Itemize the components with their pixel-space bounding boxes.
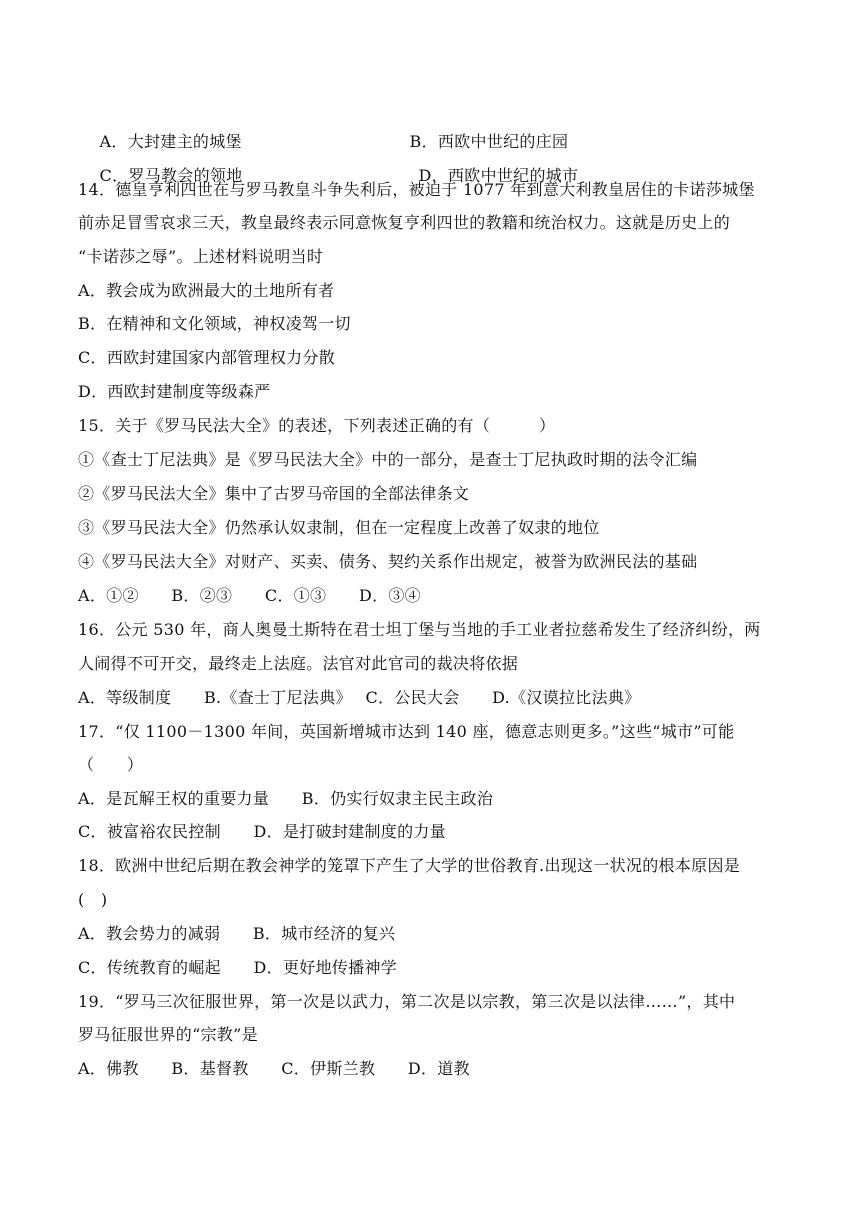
q14-option-c: C．西欧封建国家内部管理权力分散 xyxy=(78,348,336,367)
q18-stem-line-2: ( ) xyxy=(78,890,108,909)
q17-options-line-1: A．是瓦解王权的重要力量 B．仍实行奴隶主民主政治 xyxy=(78,789,494,808)
q13-option-d: D．西欧中世纪的城市 xyxy=(418,166,579,185)
q14-stem-line-2: 前赤足冒雪哀求三天，教皇最终表示同意恢复亨利四世的教籍和统治权力。这就是历史上的 xyxy=(78,213,731,232)
q19-options: A．佛教 B．基督教 C．伊斯兰教 D．道教 xyxy=(78,1059,470,1078)
q15-options: A．①② B．②③ C．①③ D．③④ xyxy=(78,586,421,605)
q17-stem-line-2: （ ） xyxy=(78,755,144,774)
q18-stem-line-1: 18．欧洲中世纪后期在教会神学的笼罩下产生了大学的世俗教育.出现这一状况的根本原因是 xyxy=(78,856,741,875)
q13-option-a: A．大封建主的城堡 xyxy=(99,132,242,151)
q14-stem-line-3: “卡诺莎之辱”。上述材料说明当时 xyxy=(78,247,324,266)
q16-stem-line-2: 人闹得不可开交，最终走上法庭。法官对此官司的裁决将依据 xyxy=(78,654,519,673)
q14-option-d: D．西欧封建制度等级森严 xyxy=(78,382,271,401)
q19-stem-line-2: 罗马征服世界的“宗教”是 xyxy=(78,1025,258,1044)
q16-options: A．等级制度 B.《查士丁尼法典》 C．公民大会 D.《汉谟拉比法典》 xyxy=(78,688,641,707)
q14-stem-line-1: 14．德皇亨利四世在与罗马教皇斗争失利后，被迫于 1077 年到意大利教皇居住的卡诺莎城堡 xyxy=(78,180,755,199)
q19-stem-line-1: 19．“罗马三次征服世界，第一次是以武力，第二次是以宗教，第三次是以法律……”，其中 xyxy=(78,992,736,1011)
q15-item-3: ③《罗马民法大全》仍然承认奴隶制，但在一定程度上改善了奴隶的地位 xyxy=(78,518,600,537)
q17-stem-line-1: 17．“仅 1100－1300 年间，英国新增城市达到 140 座，德意志则更多。”这些“城市”可能 xyxy=(78,722,735,741)
q15-item-1: ①《查士丁尼法典》是《罗马民法大全》中的一部分，是查士丁尼执政时期的法令汇编 xyxy=(78,450,698,469)
q14-option-a: A．教会成为欧洲最大的土地所有者 xyxy=(78,281,335,300)
q15-item-2: ②《罗马民法大全》集中了古罗马帝国的全部法律条文 xyxy=(78,484,470,503)
q13-option-c: C．罗马教会的领地 xyxy=(99,166,243,185)
q18-options-line-1: A．教会势力的减弱 B．城市经济的复兴 xyxy=(78,924,396,943)
q16-stem-line-1: 16．公元 530 年，商人奥曼土斯特在君士坦丁堡与当地的手工业者拉慈希发生了经济纠纷，两 xyxy=(78,620,761,639)
q15-item-4: ④《罗马民法大全》对财产、买卖、债务、契约关系作出规定，被誉为欧洲民法的基础 xyxy=(78,552,698,571)
q18-options-line-2: C．传统教育的崛起 D．更好地传播神学 xyxy=(78,958,398,977)
q13-option-b: B．西欧中世纪的庄园 xyxy=(409,132,569,151)
q15-stem: 15．关于《罗马民法大全》的表述，下列表述正确的有（ ） xyxy=(78,416,556,435)
q17-options-line-2: C．被富裕农民控制 D．是打破封建制度的力量 xyxy=(78,822,446,841)
q14-option-b: B．在精神和文化领域，神权凌驾一切 xyxy=(78,314,351,333)
